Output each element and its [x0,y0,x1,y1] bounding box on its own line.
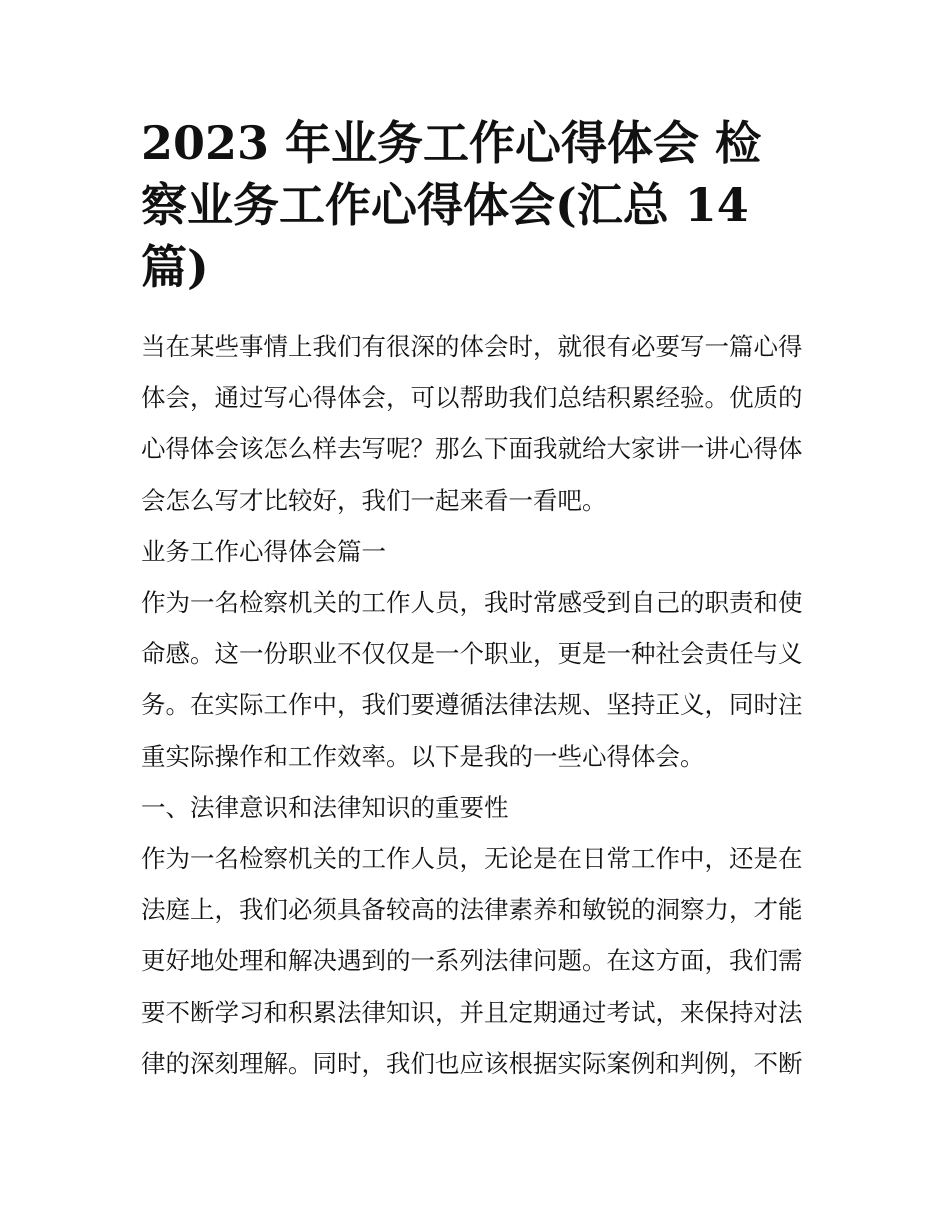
text-line: 务。在实际工作中，我们要遵循法律法规、坚持正义，同时注 [141,690,803,720]
text-line: 命感。这一份职业不仅仅是一个职业，更是一种社会责任与义 [141,639,803,669]
heading-line: 一、法律意识和法律知识的重要性 [141,792,509,822]
document-body [141,321,821,1089]
document-content [141,112,821,1089]
section-heading-legal-awareness [141,782,821,833]
text-line: 心得体会该怎么样去写呢？那么下面我就给大家讲一讲心得体 [141,434,803,464]
body-paragraph [141,833,821,1089]
text-line: 要不断学习和积累法律知识，并且定期通过考试，来保持对法 [141,997,803,1027]
text-line: 重实际操作和工作效率。以下是我的一些心得体会。 [141,741,705,771]
title-line: 察业务工作心得体会(汇总 14 [141,178,749,232]
text-line: 当在某些事情上我们有很深的体会时，就很有必要写一篇心得 [141,332,803,361]
text-line: 法庭上，我们必须具备较高的法律素养和敏锐的洞察力，才能 [141,895,803,925]
text-line: 作为一名检察机关的工作人员，无论是在日常工作中，还是在 [141,844,803,874]
document-title [141,112,771,298]
section-heading-part-one [141,526,821,577]
intro-paragraph [141,321,821,526]
text-line: 会怎么写才比较好，我们一起来看一看吧。 [141,485,607,515]
title-line: 篇) [141,240,209,294]
text-line: 律的深刻理解。同时，我们也应该根据实际案例和判例，不断 [141,1048,803,1078]
text-line: 体会，通过写心得体会，可以帮助我们总结积累经验。优质的 [141,383,803,413]
text-line: 更好地处理和解决遇到的一系列法律问题。在这方面，我们需 [141,946,803,976]
body-paragraph [141,577,821,782]
text-line: 作为一名检察机关的工作人员，我时常感受到自己的职责和使 [141,588,803,618]
title-line: 2023 年业务工作心得体会 检 [141,116,762,170]
heading-line: 业务工作心得体会篇一 [141,536,386,566]
